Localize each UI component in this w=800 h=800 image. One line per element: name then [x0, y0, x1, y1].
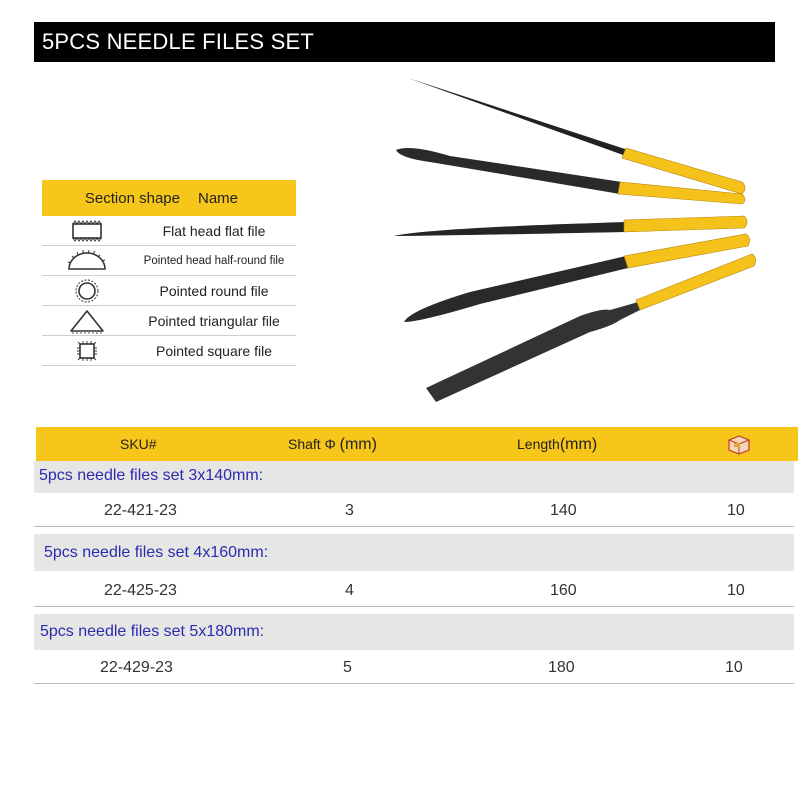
header-length-label: Length	[517, 436, 560, 452]
shape-table-header	[42, 180, 296, 216]
header-name: Name	[198, 189, 239, 207]
shape-row	[42, 246, 296, 276]
square-section-icon	[42, 338, 132, 364]
triangular-section-icon	[42, 308, 132, 334]
shaft-cell: 3	[345, 502, 354, 519]
shape-name: Flat head flat file	[162, 222, 266, 239]
sku-table-header	[36, 427, 798, 461]
table-row	[34, 653, 794, 684]
sku-cell: 22-429-23	[100, 659, 173, 676]
group-title-row	[34, 534, 794, 571]
sku-cell: 22-425-23	[104, 582, 177, 599]
shape-row	[42, 276, 296, 306]
group-title-row	[34, 614, 794, 650]
length-cell: 140	[550, 502, 577, 519]
qty-cell: 10	[727, 502, 745, 519]
page-title: 5PCS NEEDLE FILES SET	[34, 22, 775, 62]
shape-name: Pointed square file	[156, 342, 272, 359]
group-title: 5pcs needle files set 3x140mm:	[39, 467, 264, 484]
table-row	[34, 576, 794, 607]
header-section-shape: Section shape	[84, 189, 180, 207]
shape-row	[42, 306, 296, 336]
group-title-row	[34, 461, 794, 493]
round-section-icon	[42, 278, 132, 304]
shape-name: Pointed triangular file	[148, 312, 280, 329]
header-length-unit: (mm)	[559, 436, 598, 453]
sku-cell: 22-421-23	[104, 502, 177, 519]
qty-cell: 10	[727, 582, 745, 599]
header-length	[517, 427, 597, 462]
length-cell: 180	[548, 659, 575, 676]
shaft-cell: 5	[343, 659, 352, 676]
group-title: 5pcs needle files set 4x160mm:	[44, 544, 269, 561]
needle-files-photo	[390, 70, 770, 410]
header-sku: SKU#	[120, 436, 157, 452]
qty-cell: 10	[725, 659, 743, 676]
half-round-section-icon	[42, 249, 132, 273]
header-shaft	[288, 427, 377, 462]
shape-row	[42, 336, 296, 366]
shape-name: Pointed round file	[159, 282, 269, 299]
shape-name: Pointed head half-round file	[143, 254, 285, 267]
flat-section-icon	[42, 219, 132, 243]
header-shaft-label: Shaft Φ	[288, 436, 336, 452]
length-cell: 160	[550, 582, 577, 599]
shaft-cell: 4	[345, 582, 354, 599]
shape-row	[42, 216, 296, 246]
group-title: 5pcs needle files set 5x180mm:	[40, 623, 265, 640]
header-shaft-unit: (mm)	[339, 436, 377, 453]
table-row	[34, 496, 794, 527]
section-shape-table	[42, 180, 296, 366]
